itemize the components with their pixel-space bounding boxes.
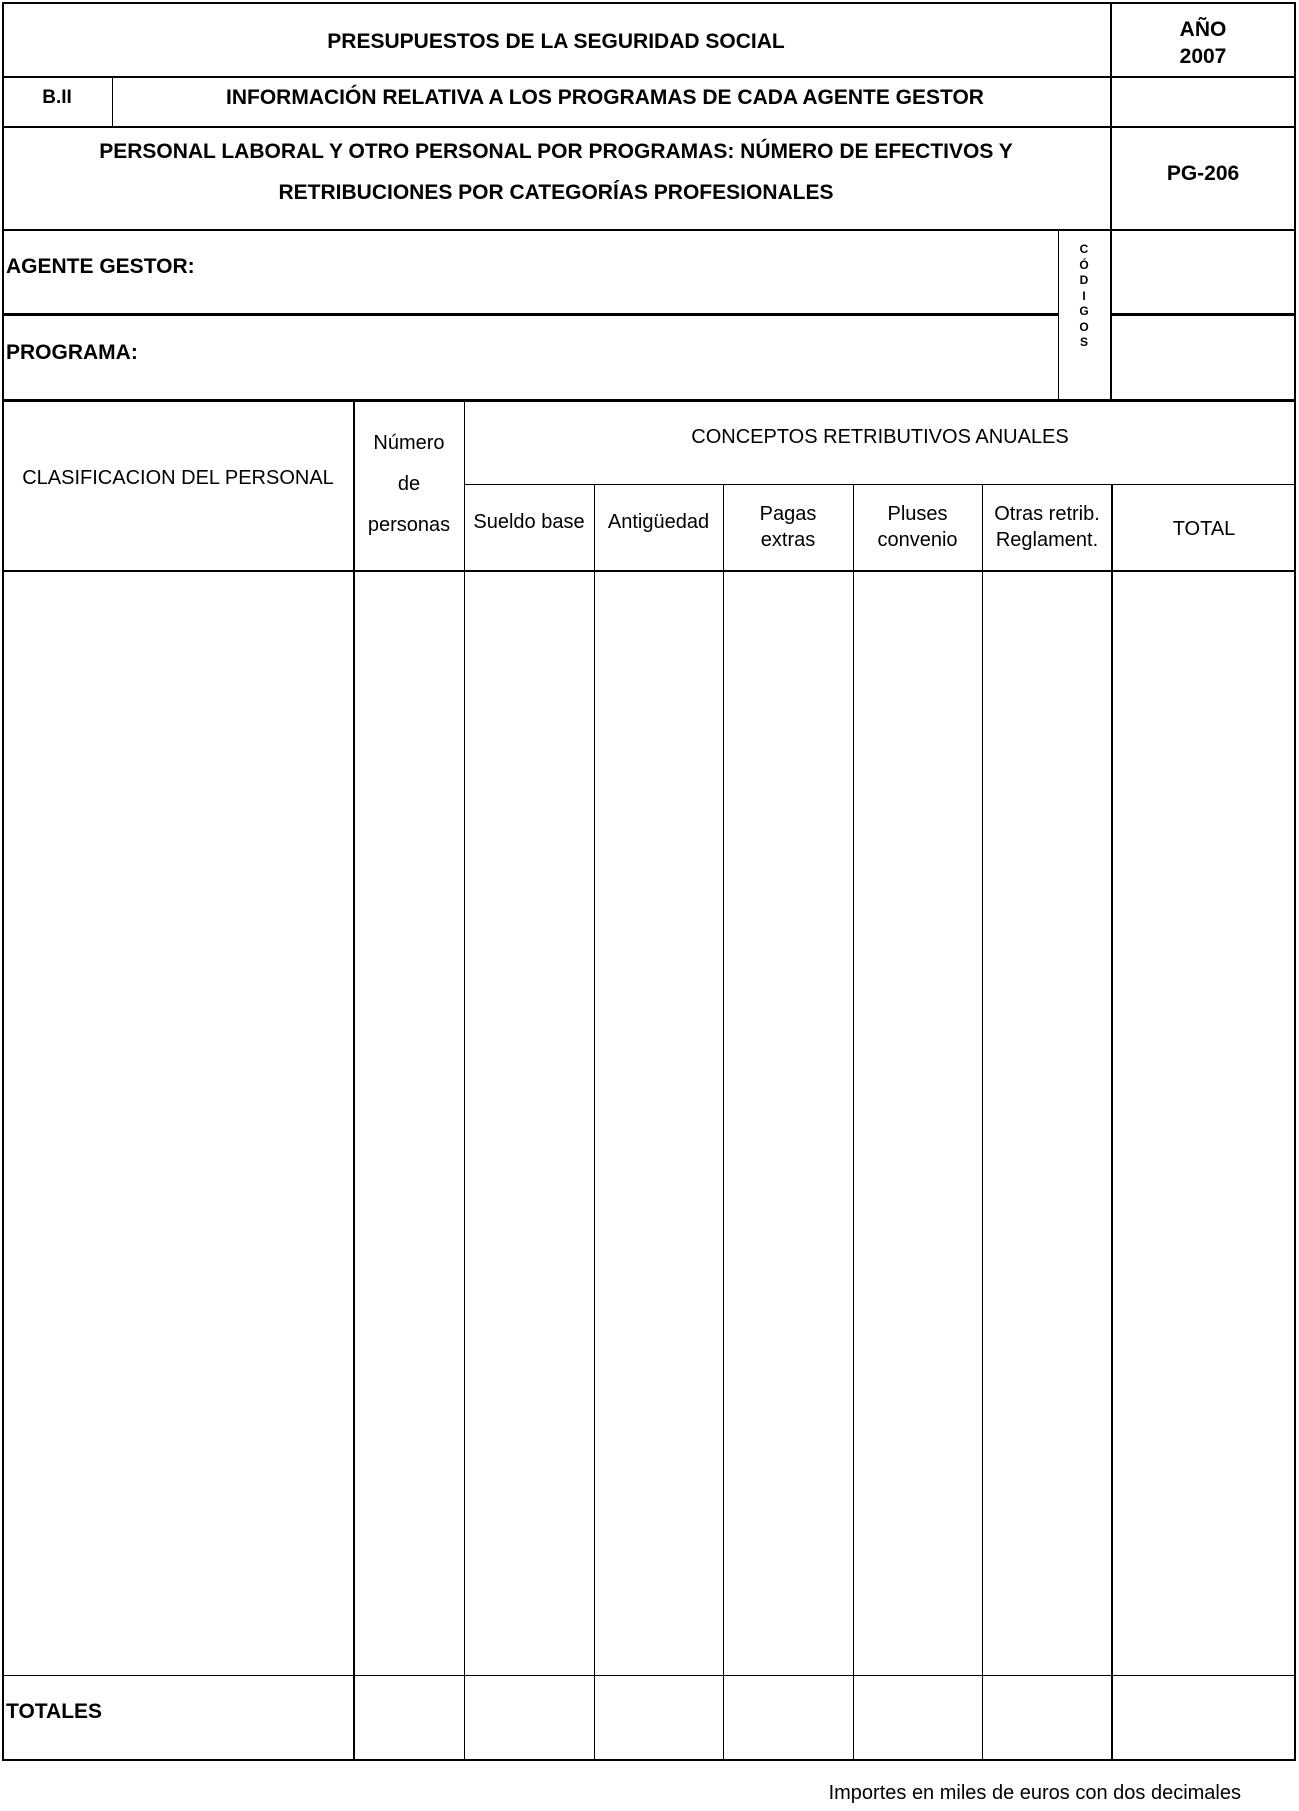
divider xyxy=(2,313,1058,316)
col-pagas-extras: Pagas extras xyxy=(759,503,817,551)
col-antiguedad: Antigüedad xyxy=(607,511,710,533)
section-code: B.II xyxy=(42,87,72,108)
col-total: TOTAL xyxy=(1172,518,1236,540)
agente-gestor-label: AGENTE GESTOR: xyxy=(6,255,195,278)
clasificacion-header: CLASIFICACION DEL PERSONAL xyxy=(22,467,334,489)
programa-label: PROGRAMA: xyxy=(6,341,138,364)
form-frame xyxy=(2,2,1296,1761)
divider xyxy=(2,76,1296,78)
divider xyxy=(464,399,465,1761)
col-sueldo-base: Sueldo base xyxy=(473,511,585,533)
divider xyxy=(723,484,724,1761)
year-value: 2007 xyxy=(1179,45,1227,68)
col-otras-retrib: Otras retrib. Reglament. xyxy=(994,503,1100,551)
divider xyxy=(982,484,983,1761)
codigos-label: C Ó D I G O S xyxy=(1079,242,1089,349)
form-title-line-1: PERSONAL LABORAL Y OTRO PERSONAL POR PROGRAMAS: NÚMERO DE EFECTIVOS Y xyxy=(99,140,1013,163)
conceptos-header: CONCEPTOS RETRIBUTIVOS ANUALES xyxy=(691,426,1069,448)
footer-note: Importes en miles de euros con dos decimales xyxy=(828,1782,1241,1804)
divider xyxy=(1110,229,1112,399)
divider xyxy=(853,484,854,1761)
section-title: INFORMACIÓN RELATIVA A LOS PROGRAMAS DE CADA AGENTE GESTOR xyxy=(226,86,984,109)
numero-personas-header: Número de personas xyxy=(367,432,451,536)
year-label: AÑO xyxy=(1179,18,1227,41)
divider xyxy=(1058,229,1059,399)
form-title-line-2: RETRIBUCIONES POR CATEGORÍAS PROFESIONALES xyxy=(278,181,834,204)
divider xyxy=(2,399,1296,402)
col-pluses-convenio: Pluses convenio xyxy=(877,503,958,551)
form-code: PG-206 xyxy=(1166,162,1240,185)
divider xyxy=(2,126,1296,128)
divider xyxy=(1112,313,1296,316)
divider xyxy=(2,229,1296,231)
divider xyxy=(1111,484,1113,1761)
divider xyxy=(594,484,595,1761)
divider xyxy=(2,570,1296,572)
document-title: PRESUPUESTOS DE LA SEGURIDAD SOCIAL xyxy=(327,30,785,53)
divider xyxy=(464,484,1296,485)
divider xyxy=(353,399,355,1761)
divider xyxy=(2,1675,1296,1676)
totales-label: TOTALES xyxy=(6,1700,103,1723)
